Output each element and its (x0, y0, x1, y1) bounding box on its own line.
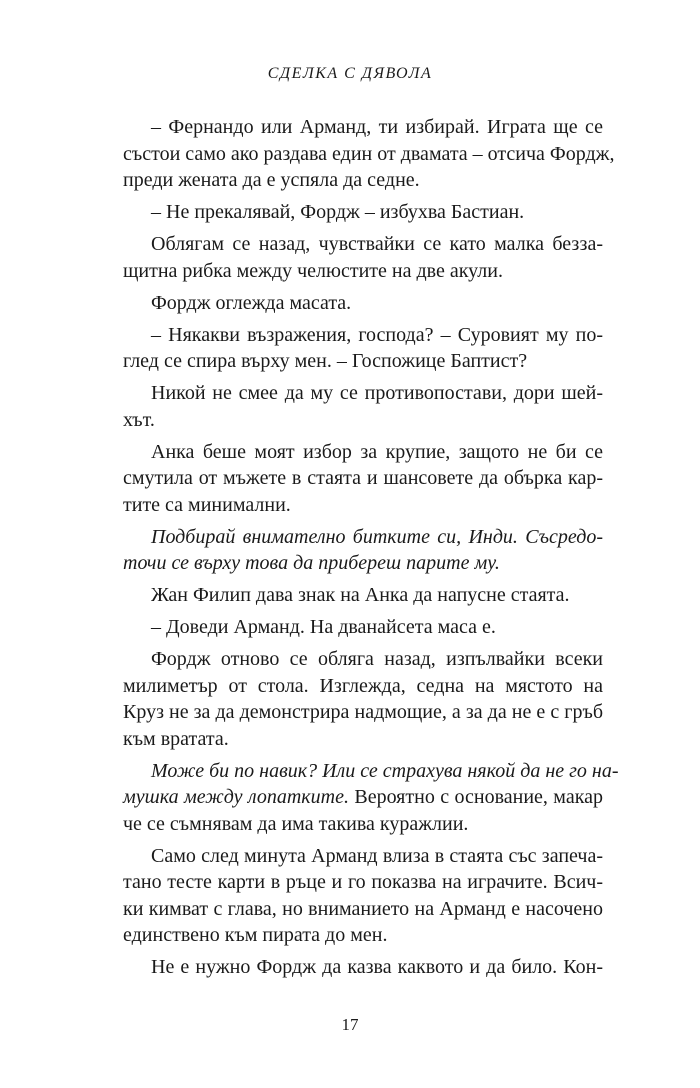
text-line: Само след минута Арманд влиза в стаята със запеча- (151, 844, 603, 867)
text-line (123, 811, 603, 838)
text-line: – Фернандо или Арманд, ти избирай. Играта ще се (151, 116, 603, 138)
text-line: точи се върху това да прибереш парите му. (123, 552, 500, 574)
italic-span: Може би по навик? Или се страхува някой да не го на- (151, 759, 619, 782)
paragraph (123, 322, 603, 375)
italic-span: мушка между лопатките. (123, 786, 349, 808)
text-line: щитна рибка между челюстите на две акули. (123, 259, 503, 282)
normal-span: Вероятно с основание, макар (348, 786, 603, 808)
normal-span: че се съмнявам да има такива куражлии. (123, 812, 469, 835)
paragraph (123, 954, 603, 981)
text-line: единствено към пирата до мен. (123, 924, 388, 946)
running-header: СДЕЛКА С ДЯВОЛА (267, 65, 433, 82)
text-line: Не е нужно Фордж да казва каквото и да било. Кон- (151, 956, 603, 978)
text-line: – Доведи Арманд. На дванайсета маса е. (151, 616, 496, 638)
body-text (123, 114, 619, 986)
italic-paragraph (123, 524, 603, 577)
page-number: 17 (341, 1015, 359, 1034)
paragraph (123, 614, 603, 641)
paragraph (123, 380, 603, 433)
paragraph (123, 646, 603, 752)
paragraph (123, 582, 603, 609)
paragraph (123, 114, 615, 194)
text-line: Облягам се назад, чувствайки се като малка безза- (151, 233, 603, 255)
text-line: Фордж оглежда масата. (151, 291, 352, 314)
paragraph (123, 199, 603, 226)
text-line: Жан Филип дава знак на Анка да напусне стаята. (151, 584, 570, 606)
text-line: хът. (123, 408, 155, 431)
text-line: тите са минимални. (123, 493, 291, 516)
text-line: преди жената да е успяла да седне. (123, 169, 420, 191)
text-line: глед се спира върху мен. – Госпожице Баптист? (123, 350, 528, 372)
text-line: Фордж отново се обляга назад, изпълвайки всеки (151, 648, 603, 670)
text-line: ки кимват с глава, но вниманието на Арманд е насочено (123, 897, 603, 920)
text-line (123, 758, 619, 785)
text-line: Круз не за да демонстрира надмощие, а за да не е с гръб (123, 701, 603, 723)
paragraph (123, 843, 603, 949)
text-line: – Не прекалявай, Фордж – избухва Бастиан. (151, 201, 525, 223)
text-line: милиметър от стола. Изглежда, седна на мястото на (123, 674, 603, 697)
text-line: – Някакви възражения, господа? – Суровият му по- (151, 323, 603, 346)
text-line: състои само ако раздава един от двамата – отсича Фордж, (123, 142, 615, 165)
text-line (123, 784, 603, 811)
text-line: към вратата. (123, 727, 229, 750)
mixed-paragraph (123, 758, 619, 838)
text-line: Анка беше моят избор за крупие, защото не би се (151, 440, 603, 463)
paragraph (123, 231, 603, 284)
text-line: тано тесте карти в ръце и го показва на играчите. Всич- (123, 871, 603, 893)
text-line: Подбирай внимателно битките си, Инди. Съсредо- (151, 525, 603, 548)
text-line: смутила от мъжете в стаята и шансовете да обърка кар- (123, 467, 603, 489)
paragraph (123, 290, 603, 317)
paragraph (123, 439, 603, 519)
text-line: Никой не смее да му се противопостави, дори шей- (151, 382, 603, 404)
